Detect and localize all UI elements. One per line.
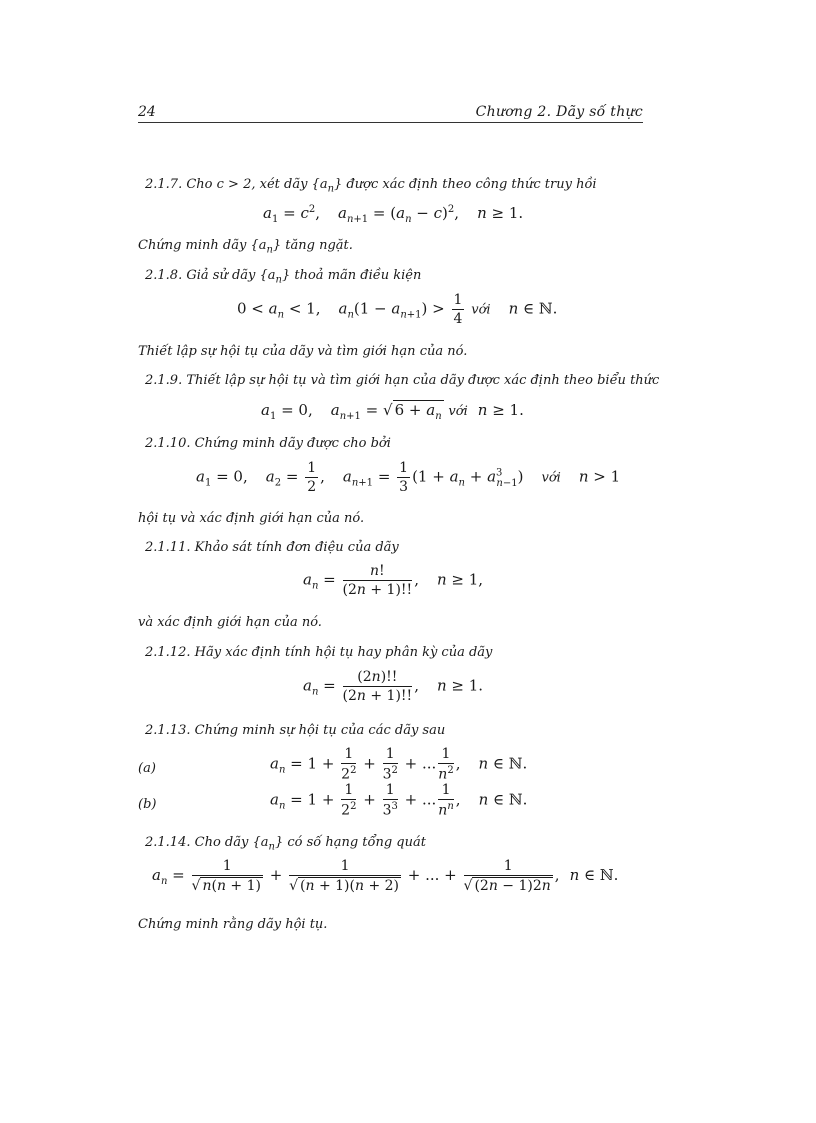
problem-2-1-9-statement: 2.1.9. Thiết lập sự hội tụ và tìm giới hạn của dãy được xác định theo biểu thức: [145, 373, 660, 388]
item-a-label: (a): [138, 761, 156, 776]
problem-label: 2.1.7.: [145, 177, 183, 192]
problem-2-1-12-statement: 2.1.12. Hãy xác định tính hội tụ hay phân kỳ của dãy: [145, 645, 493, 660]
problem-2-1-7-statement: 2.1.7. Cho c > 2, xét dãy $\{a_n\}$ được xác định theo công thức truy hồi: [145, 177, 597, 195]
problem-2-1-14-statement: 2.1.14. Cho dãy $\{a_n\}$ có số hạng tổng quát: [145, 835, 426, 853]
problem-2-1-14-conclusion: Chứng minh rằng dãy hội tụ.: [138, 917, 328, 932]
problem-2-1-8-statement: 2.1.8. Giả sử dãy $\{a_n\}$ thoả mãn điều kiện: [145, 268, 422, 286]
problem-label: 2.1.13.: [145, 723, 191, 738]
problem-label: 2.1.10.: [145, 436, 191, 451]
problem-2-1-13-statement: 2.1.13. Chứng minh sự hội tụ của các dãy sau: [145, 723, 446, 738]
problem-2-1-11-statement: 2.1.11. Khảo sát tính đơn điệu của dãy: [145, 540, 399, 555]
problem-label: 2.1.9.: [145, 373, 183, 388]
formula-2-1-10: $a_1 = 0$, $a_2$ = $\frac{1}{2}$ , $a_{n+1}$ = $\frac{1}{3}$ $(1 + a_n + a^3_{n-1})$ với n > 1: [196, 460, 621, 495]
problem-2-1-11-conclusion: và xác định giới hạn của nó.: [138, 615, 322, 630]
formula-2-1-14: $a_n$ = $\frac{1}{√ n(n + 1)}$ + $\frac{1}{√ (n + 1)(n + 2)}$ + ... + $\frac{1}{√ (2n - 1)2n}$ , n ∈ ℕ.: [152, 858, 619, 894]
formula-2-1-12: $a_n$ = $\frac{(2n)!!}{(2n + 1)!!}$ , n ≥ 1.: [303, 669, 484, 704]
item-b-label: (b): [138, 797, 157, 812]
page-header: [138, 100, 643, 123]
problem-label: 2.1.11.: [145, 540, 191, 555]
problem-label: 2.1.14.: [145, 835, 191, 850]
formula-2-1-13-a: $a_n = 1$ + $\frac{1}{2^2}$ + $\frac{1}{3^2}$ + ... $\frac{1}{n^2}$ , n ∈ ℕ.: [270, 746, 528, 783]
problem-2-1-8-conclusion: Thiết lập sự hội tụ của dãy và tìm giới hạn của nó.: [138, 344, 468, 359]
problem-2-1-10-statement: 2.1.10. Chứng minh dãy được cho bởi: [145, 436, 391, 451]
problem-label: 2.1.8.: [145, 268, 183, 283]
formula-2-1-9: $a_1 = 0$, $a_{n+1}$ = √ $6 + a_n$ với n ≥ 1.: [261, 401, 524, 422]
problem-2-1-7-conclusion: Chứng minh dãy $\{a_n\}$ tăng ngặt.: [138, 238, 353, 256]
formula-2-1-7: $a_1 = c^2$, $a_{n+1} = (a_n - c)^2$, n ≥ 1.: [263, 204, 524, 225]
page-number: 24: [138, 104, 156, 120]
formula-2-1-13-b: $a_n = 1$ + $\frac{1}{2^2}$ + $\frac{1}{3^3}$ + ... $\frac{1}{n^n}$ , n ∈ ℕ.: [270, 782, 528, 819]
problem-2-1-10-conclusion: hội tụ và xác định giới hạn của nó.: [138, 511, 365, 526]
chapter-title: Chương 2. Dãy số thực: [475, 104, 643, 120]
formula-2-1-11: $a_n$ = $\frac{n!}{(2n + 1)!!}$ , n ≥ 1,: [303, 563, 484, 598]
problem-label: 2.1.12.: [145, 645, 191, 660]
formula-2-1-8: $0 < a_n < 1$, $a_n(1 - a_{n+1})$ > $\frac{1}{4}$ với n ∈ ℕ.: [237, 292, 558, 327]
